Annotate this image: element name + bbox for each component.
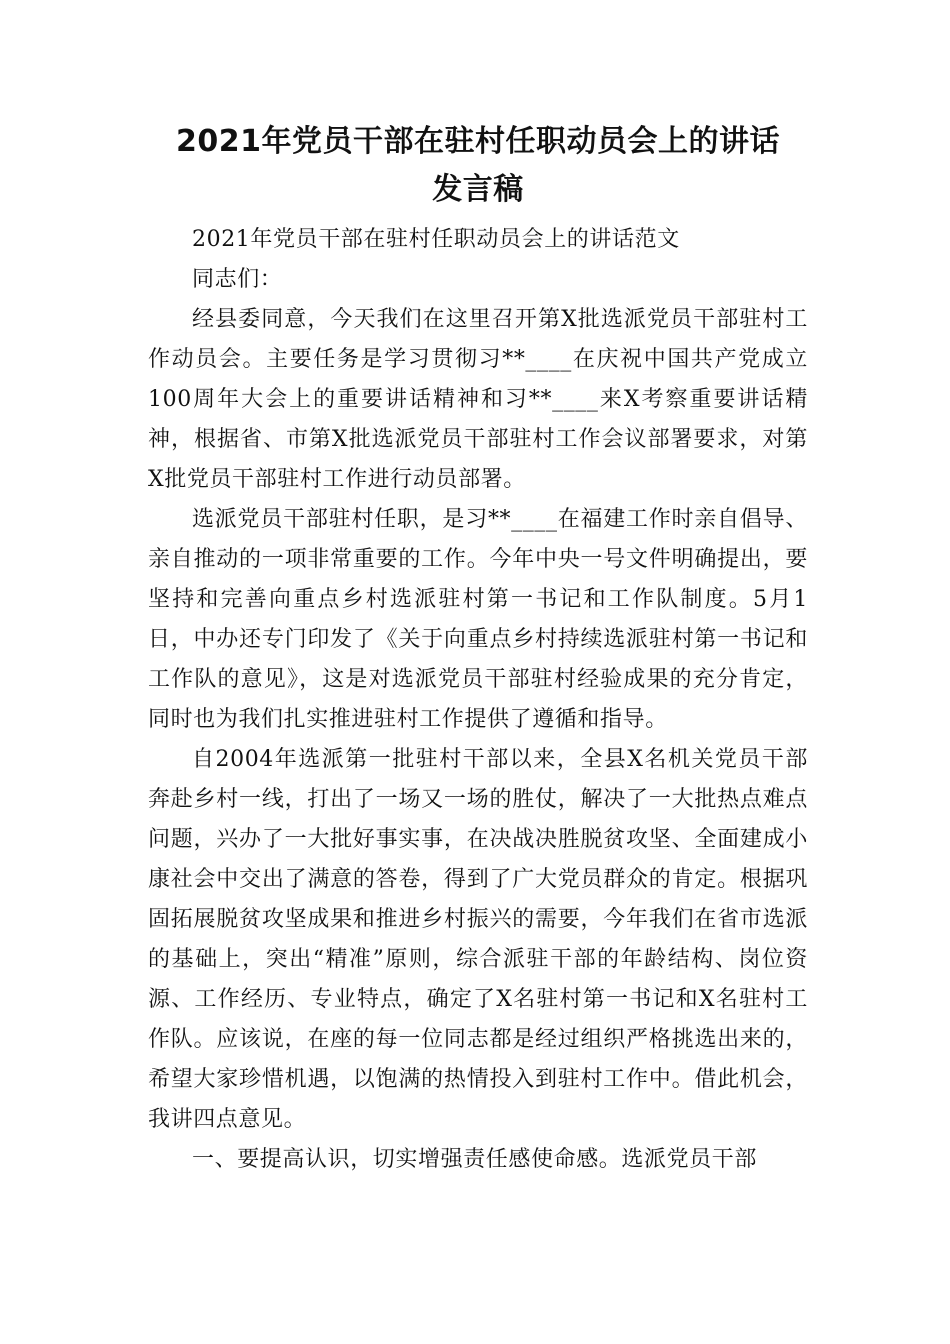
document-subtitle: 2021年党员干部在驻村任职动员会上的讲话范文 — [192, 227, 680, 252]
document-page — [148, 118, 808, 1180]
document-title — [148, 118, 808, 214]
title-line-1: 2021年党员干部在驻村任职动员会上的讲话 — [176, 124, 780, 159]
salutation: 同志们： — [192, 267, 283, 292]
paragraph-3: 自2004年选派第一批驻村干部以来，全县X名机关党员干部奔赴乡村一线，打出了一场又一场的胜仗，解决了一大批热点难点问题，兴办了一大批好事实事，在决战决胜脱贫攻坚、全面建成小康社会中交出了满意的答卷，得到了广大党员群众的肯定。根据巩固拓展脱贫攻坚成果和推进乡村振兴的需要，今年我们在省市选派的基础上，突出“精准”原则，综合派驻干部的年龄结构、岗位资源、工作经历、专业特点，确定了X名驻村第一书记和X名驻村工作队。应该说，在座的每一位同志都是经过组织严格挑选出来的，希望大家珍惜机遇，以饱满的热情投入到驻村工作中。借此机会，我讲四点意见。 — [148, 747, 808, 1132]
paragraph-2: 选派党员干部驻村任职，是习**____在福建工作时亲自倡导、亲自推动的一项非常重要的工作。今年中央一号文件明确提出，要坚持和完善向重点乡村选派驻村第一书记和工作队制度。5月1日，中办还专门印发了《关于向重点乡村持续选派驻村第一书记和工作队的意见》，这是对选派党员干部驻村经验成果的充分肯定，同时也为我们扎实推进驻村工作提供了遵循和指导。 — [148, 507, 808, 732]
title-line-2: 发言稿 — [432, 172, 524, 207]
paragraph-4: 一、要提高认识，切实增强责任感使命感。选派党员干部 — [192, 1147, 758, 1172]
paragraph-1: 经县委同意，今天我们在这里召开第X批选派党员干部驻村工作动员会。主要任务是学习贯彻习**____在庆祝中国共产党成立100周年大会上的重要讲话精神和习**____来X考察重要讲话精神，根据省、市第X批选派党员干部驻村工作会议部署要求，对第X批党员干部驻村工作进行动员部署。 — [148, 307, 808, 492]
